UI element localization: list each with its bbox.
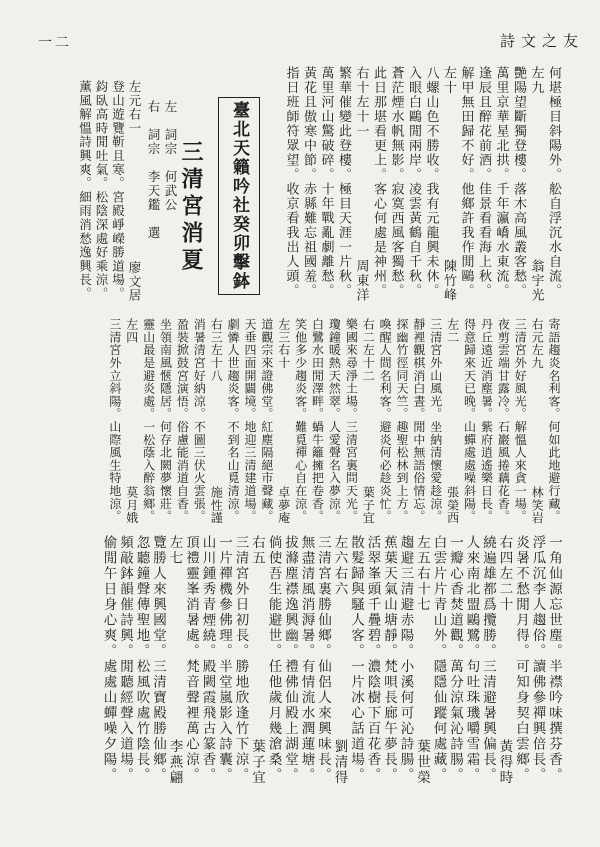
- author-name: 周東洋: [353, 258, 369, 302]
- society-title-box: [218, 97, 260, 295]
- poem-line-column: 萬里河山驚破碎。十年戰亂劇離愁。: [318, 66, 334, 298]
- poem-line-column: 天垂四面開闢境。地迎三清建道場。: [242, 318, 257, 523]
- poem-line-column: 寄語趨炎名利客。何如此地避行藏。: [547, 318, 561, 523]
- poem-topic-title: 三清宮消夏: [178, 140, 204, 275]
- author-name: 翁宇光: [528, 258, 544, 302]
- poem-line-column: 繞遍雄都爲攬勝。三清避暑興偏長。: [480, 535, 496, 783]
- ranking-label: 左三右十: [276, 318, 291, 370]
- poem-line-column: 道觀宗來證佛堂。紅塵隔絕市聲藏。: [259, 318, 274, 523]
- author-credit-column: [528, 318, 545, 524]
- ranking-label: 右三左十八: [209, 318, 224, 382]
- left-judge-credit: 左 詞宗 何武公: [163, 100, 178, 212]
- poem-line-column: 八螺山色不勝收。我有元龍興未休。: [423, 66, 439, 298]
- author-name: 張榮西: [445, 485, 460, 524]
- right-judge-credit: 右 詞宗 李天鑑 選: [146, 100, 161, 240]
- poem-line-column: 蕉葉天氣山塘靜。梵唄長廊午夢長。: [381, 535, 397, 783]
- poem-line-column: 鈞臥高時閒吐氣。松陰深處好乘涼。: [94, 80, 109, 301]
- author-name: 劉清得: [331, 738, 348, 785]
- poem-line-column: 繁華催變此登樓。極目天涯一片秋。: [336, 66, 351, 298]
- poem-line-column: 薰風解慍詩興爽。細雨消愁逸興長。: [77, 80, 93, 301]
- poem-line-column: 頂禮靈峯消暑處。梵音聲裡萬心涼。: [183, 535, 199, 783]
- author-name: 莫月娥: [124, 485, 139, 524]
- ranking-label: 左十: [441, 66, 456, 95]
- poem-line-column: 逢辰且醉花前酒。佳景看看海上秋。: [476, 66, 491, 298]
- ranking-label: 左九: [528, 66, 544, 95]
- author-credit-column: [249, 535, 266, 785]
- middle-tier-poems: [106, 318, 562, 524]
- author-credit-column: [414, 535, 431, 785]
- poem-line-column: 萬里京華星北拱。千年瀛嶠水東流。: [493, 66, 509, 298]
- author-credit-column: [207, 318, 224, 524]
- poem-line-column: 無盡清風消溽暑。有情流水潤蓮塘。: [298, 535, 315, 783]
- poem-line-column: 丹丘遠近消塵暑。紫府逍遙樂日長。: [479, 318, 494, 523]
- poem-line-column: 笑他多少趨炎客。難覓禪心自在涼。: [293, 318, 308, 523]
- poem-line-column: 倘使吾生能避世。任他歲月幾滄桑。: [265, 535, 282, 783]
- poem-line-column: 解甲無田歸不好。他鄉許我作閒鷗。: [458, 66, 474, 298]
- poem-line-column: 靈山最是避炎處。一松蔭入醉翁鄉。: [141, 318, 156, 523]
- poem-line-column: 浮瓜沉李人趨俗。讀佛參禪興倍長。: [529, 535, 546, 783]
- poem-line-column: 三清宮裏勝仙鄉。仙侶人來興味長。: [315, 535, 331, 783]
- ranking-label: 左四: [124, 318, 139, 344]
- poem-line-column: 散髮歸與騷人客。一片冰心話道場。: [348, 535, 364, 783]
- ranking-label: 左五右十七: [414, 535, 430, 613]
- poem-line-column: 三清宮外山風光。坐納清懷愛趁涼。: [428, 318, 443, 523]
- author-credit-column: [275, 318, 292, 524]
- poem-line-column: 一角仙源忘世塵。半襟吟味撰芬香。: [546, 535, 562, 783]
- poem-line-column: 登山遊覽靳且寒。宮殿崢嶸勝道場。: [110, 80, 126, 301]
- bottom-tier-poems: [100, 535, 562, 785]
- ranking-label: 右五: [249, 535, 265, 566]
- author-credit-column: [440, 66, 458, 302]
- poem-line-column: 靜裡觀棋消白晝。閒中無語俗情忘。: [411, 318, 426, 523]
- author-credit-column: [166, 535, 183, 785]
- poem-line-column: 一片禪機參佛理。半堂嵐影入詩囊。: [216, 535, 232, 783]
- poem-line-column: 艷陽望斷獨登樓。落木高風叢客愁。: [511, 66, 526, 298]
- poem-line-column: 炎暑不愁閒月得。可知身契白雲鄉。: [513, 535, 529, 783]
- poem-line-column: 拔滌塵襟逸興幽。禮佛仙殿上湖堂。: [282, 535, 298, 783]
- poem-line-column: 劇憐人世趨炎客。不到名山覓清涼。: [226, 318, 241, 523]
- poem-line-column: 消暑清宮好納涼。不圖三伏火雲張。: [192, 318, 207, 523]
- poem-line-column: 一瓣心香焚道觀。萬分涼氣沁詩腸。: [447, 535, 463, 783]
- ranking-label: 右十左十一: [353, 66, 369, 139]
- poem-line-column: 三清宮外立斜陽。山際風生特地涼。: [107, 318, 122, 523]
- poem-line-column: 入眼白鷗閒兩岸。凌雲黃鶴自千秋。: [406, 66, 421, 298]
- poem-line-column: 坐領南風愜隱居。何存北闕夢懷莊。: [158, 318, 173, 523]
- author-name: 施性謹: [209, 485, 224, 524]
- author-credit-column: [331, 535, 348, 785]
- author-credit-column: [496, 535, 513, 785]
- poem-line-column: 此日那堪看更上。客心何處是神州。: [371, 66, 386, 298]
- poem-line-column: 白鷺水田閒澤畔。蝸牛籬擁把卷香。: [310, 318, 325, 523]
- top-tier-poems: [282, 66, 562, 302]
- poem-line-column: 趨避三清避赤陽。小溪何可沁詩腸。: [397, 535, 414, 783]
- author-name: 卓夢庵: [276, 485, 291, 524]
- author-name: 陳竹峰: [441, 258, 456, 302]
- author-name: 葉世榮: [414, 738, 430, 785]
- poem-line-column: 頻敲鉢韻催詩興。閒聽經聲入道場。: [117, 535, 133, 783]
- author-credit-column: [359, 318, 376, 524]
- poem-line-column: 蒼茫煙水帆無影。寂寞西風客獨愁。: [388, 66, 404, 298]
- ranking-label: 右四左二十: [496, 535, 513, 613]
- poem-line-column: 黃花且傲寒中節。赤縣難忘祖國羞。: [301, 66, 316, 298]
- poem-line-column: 何堪極目斜陽外。舩自浮沉水自流。: [546, 66, 561, 298]
- poem-line-column: 白雲片片青山外。隱隱仙蹤何處藏。: [430, 535, 447, 783]
- poem-line-column: 喚醒人間名利客。避炎何必趁炎忙。: [378, 318, 393, 523]
- author-credit-column: [352, 66, 370, 302]
- poem-line-column: 活翠峯頭千疊碧。濃陰樹下百花香。: [364, 535, 381, 783]
- author-name: 林笑岩: [530, 485, 545, 524]
- author-name: 廖文居: [127, 260, 142, 302]
- author-credit-column: [444, 318, 461, 524]
- author-name: 葉子宜: [361, 485, 376, 524]
- poem-line-column: 瓊鐘暖熱天然翠。人愛聲名入夢涼。: [327, 318, 342, 523]
- poem-line-column: 山川鍾秀青煙繞。殿闕霞飛古篆香。: [199, 535, 216, 783]
- poem-line-column: 盈裝掀鼓宮演悟。俗慮能消道自香。: [175, 318, 190, 523]
- poem-line-column: 忽聽鐘聲傳聖地。松風吹處竹陰長。: [133, 535, 150, 783]
- ranking-label: 左六右六: [331, 535, 348, 597]
- poem-line-column: 偷閒午日身心爽。處處山蟬噪夕陽。: [100, 535, 117, 783]
- poem-line-column: 樂國來尋淨土場。三清宮裏問天光。: [344, 318, 359, 523]
- poem-line-column: 夜剪雲端甘露冷。石巖風捲藕花香。: [496, 318, 511, 523]
- author-name: 黃得時: [496, 738, 513, 785]
- poem-line-column: 得意歸來天已晚。山蟬處處噪斜陽。: [462, 318, 477, 523]
- poem-line-column: 人來南北盟鷗鷺。句吐珠璣嚼雪霜。: [463, 535, 480, 783]
- poem-line-column: 三清宮外日初長。勝地欣逢竹下涼。: [232, 535, 249, 783]
- poem-line-column: 三清宮外好風光。解慍人來貪一場。: [513, 318, 528, 523]
- poem-line-column: 指日班師符眾望。收京看我出人頭。: [283, 66, 299, 298]
- author-name: 李燕翩: [166, 738, 183, 785]
- ranking-label: 右元左九: [530, 318, 545, 370]
- author-credit-column: [527, 66, 545, 302]
- top-tier-first-place-poem: [76, 80, 142, 302]
- author-name: 葉子宜: [249, 738, 265, 785]
- poem-line-column: 覽勝人來興國堂。三清寶殿勝仙鄉。: [150, 535, 166, 783]
- society-title: 臺北天籟吟社癸卯擊鉢: [229, 101, 249, 291]
- author-credit-column: [126, 80, 143, 302]
- author-credit-column: [123, 318, 140, 524]
- ranking-label: 左元右一: [127, 80, 142, 136]
- page-number: 一二: [38, 35, 72, 51]
- poem-line-column: 探幽竹徑同天竺。趣聖松林到上方。: [394, 318, 409, 523]
- ranking-label: 左七: [166, 535, 183, 566]
- magazine-title: 詩文之友: [500, 32, 585, 50]
- ranking-label: 右二左十二: [361, 318, 376, 382]
- ranking-label: 左二: [445, 318, 460, 344]
